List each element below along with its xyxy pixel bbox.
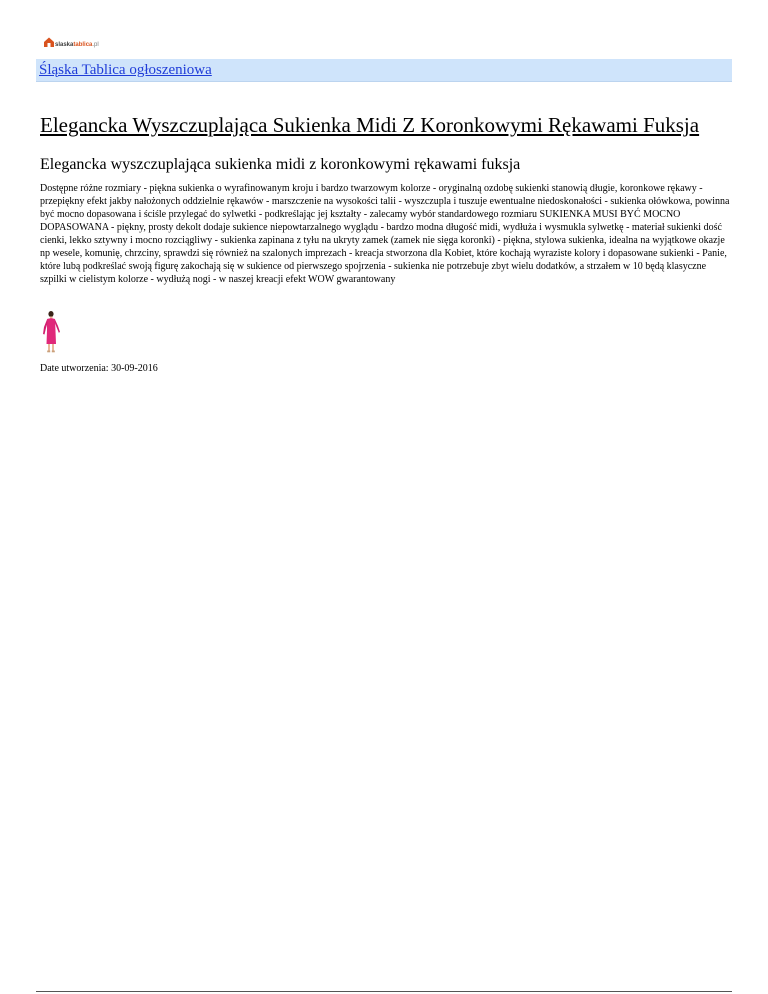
logo-text: slaskatablica.pl	[55, 42, 99, 48]
page-title: Elegancka Wyszczuplająca Sukienka Midi Z Koronkowymi Rękawami Fuksja	[40, 113, 700, 137]
site-home-link[interactable]: Śląska Tablica ogłoszeniowa	[39, 62, 212, 78]
creation-date: Date utworzenia: 30-09-2016	[40, 363, 158, 374]
listing-subtitle: Elegancka wyszczuplająca sukienka midi z koronkowymi rękawami fuksja	[40, 156, 521, 173]
site-logo[interactable]	[44, 34, 99, 50]
house-logo-icon	[44, 37, 54, 47]
site-header-bar	[36, 59, 732, 82]
footer-divider	[36, 991, 732, 992]
listing-description: Dostępne różne rozmiary - piękna sukienka o wyrafinowanym kroju i bardzo twarzowym kolorze - oryginalną ozdobę sukienki stanowią długie, koronkowe rękawy - przepiękny efekt jakby nałożonych oddzielnie rękawów - marszczenie na wysokości talii - wyszczupla i tuszuje ewentualne niedoskonałości - sukienka ołówkowa, powinna być mocno dopasowana i ściśle przylegać do sylwetki - podkreślając jej kształty - zalecamy wybór standardowego rozmiaru SUKIENKA MUSI BYĆ MOCNO DOPASOWANA - piękny, prosty dekolt dodaje sukience niepowtarzalnego wyglądu - bardzo modna długość midi, wydłuża i wysmukla sylwetkę - materiał sukienki dość cienki, lekko sztywny i mocno rozciągliwy - sukienka zapinana z tyłu na ukryty zamek (zamek nie sięga koronki) - piękna, stylowa sukienka, idealna na wyjątkowe okazje np wesele, komunię, chrzciny, sprawdzi się również na szalonych imprezach - kreacja stworzona dla Kobiet, które kochają wyraziste kolory i dopasowane sukienki - Panie, które lubą podkreślać swoją figurę zakochają się w sukience od pierwszego spojrzenia - sukienka nie potrzebuje zbyt wielu dodatków, a strzałem w 10 będą klasyczne szpilki w cielistym kolorze - wydłużą nogi - w naszej kreacji efekt WOW gwarantowany	[40, 183, 730, 285]
dress-thumbnail-image[interactable]	[40, 311, 64, 353]
